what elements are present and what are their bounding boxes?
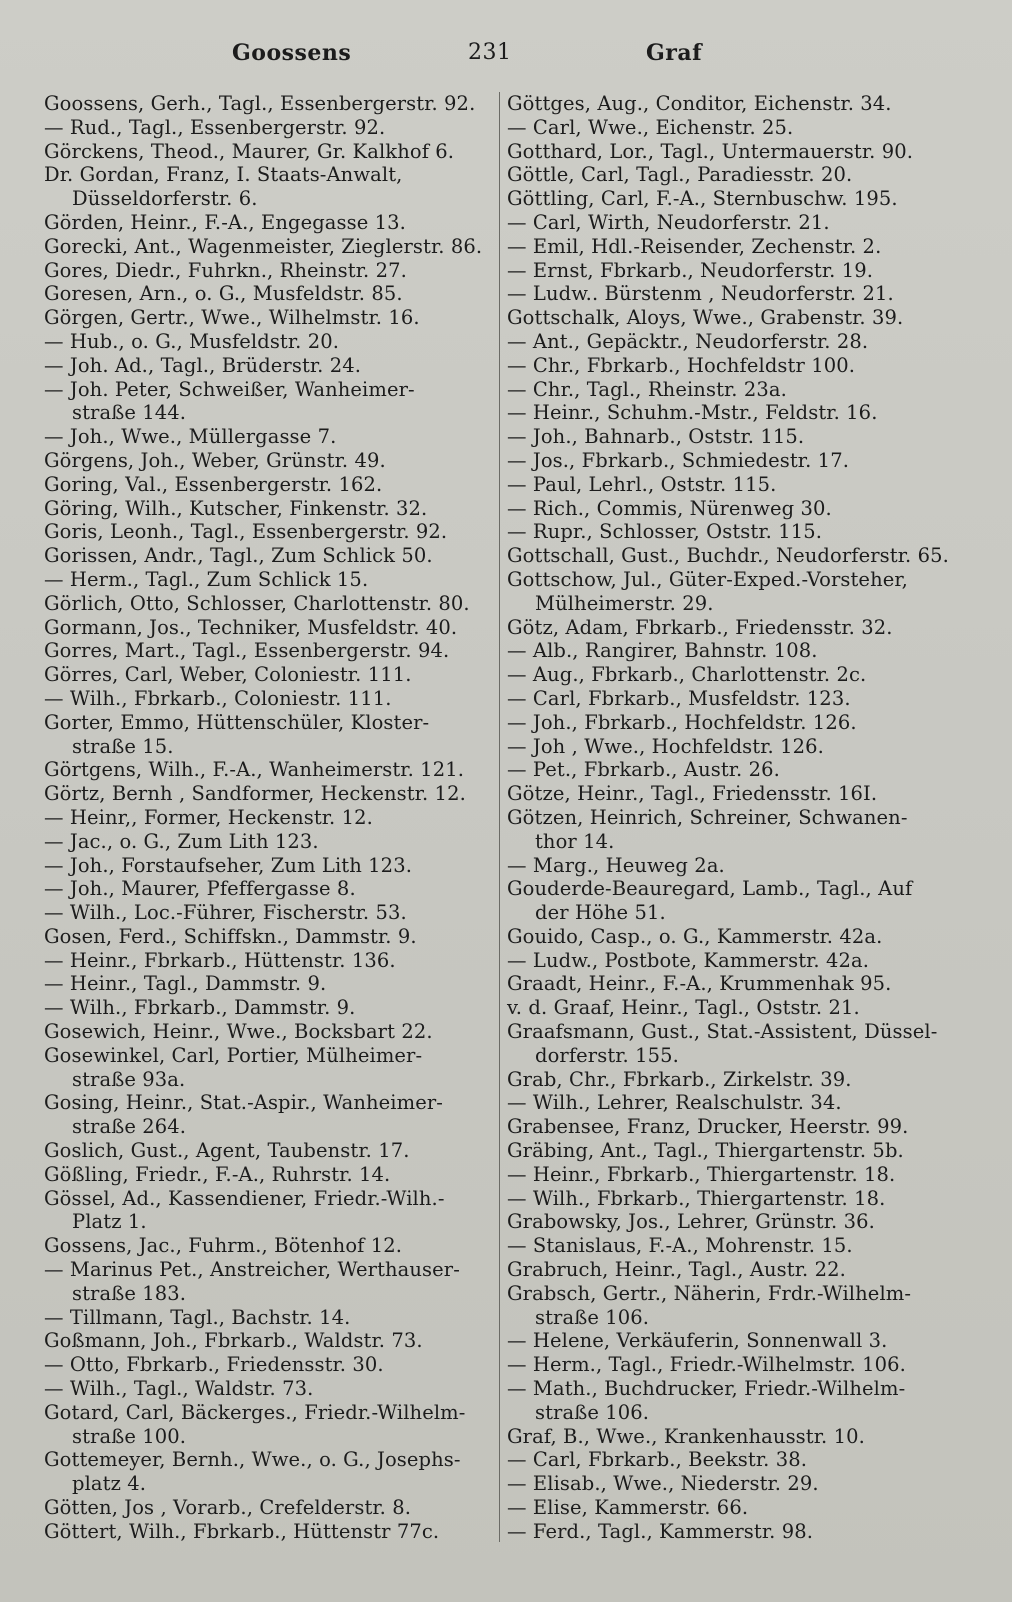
directory-entry: Gottschall, Gust., Buchdr., Neudorferstr. 65.	[507, 544, 949, 568]
directory-entry: — Elise, Kammerstr. 66.	[507, 1496, 749, 1520]
directory-entry: Gorecki, Ant., Wagenmeister, Zieglerstr. 86.	[44, 234, 483, 258]
directory-entry: — Elisab., Wwe., Niederstr. 29.	[507, 1472, 819, 1496]
directory-entry: Grabsch, Gertr., Näherin, Frdr.-Wilhelm-	[507, 1281, 912, 1305]
directory-entry: — Carl, Fbrkarb., Musfeldstr. 123.	[507, 686, 851, 710]
directory-entry: Götzen, Heinrich, Schreiner, Schwanen-	[507, 805, 908, 829]
directory-entry: — Ludw.. Bürstenm , Neudorferstr. 21.	[507, 282, 894, 306]
directory-entry: — Heinr., Fbrkarb., Thiergartenstr. 18.	[507, 1162, 896, 1186]
directory-entry: Gosewich, Heinr., Wwe., Bocksbart 22.	[44, 1020, 433, 1044]
directory-entry: Görgen, Gertr., Wwe., Wilhelmstr. 16.	[44, 306, 420, 330]
directory-entry-continuation: Mülheimerstr. 29.	[535, 591, 714, 615]
directory-entry: v. d. Graaf, Heinr., Tagl., Oststr. 21.	[507, 996, 860, 1020]
directory-entry: — Rich., Commis, Nürenweg 30.	[507, 496, 832, 520]
directory-entry: — Joh. Ad., Tagl., Brüderstr. 24.	[44, 353, 362, 377]
page-header	[0, 40, 1012, 76]
directory-entry: Göring, Wilh., Kutscher, Finkenstr. 32.	[44, 496, 428, 520]
directory-entry-continuation: dorferstr. 155.	[535, 1043, 679, 1067]
directory-entry: — Herm., Tagl., Zum Schlick 15.	[44, 567, 369, 591]
directory-entry: — Ant., Gepäcktr., Neudorferstr. 28.	[507, 329, 869, 353]
directory-entry: — Marg., Heuweg 2a.	[507, 853, 725, 877]
directory-entry: Görden, Heinr., F.-A., Engegasse 13.	[44, 210, 406, 234]
directory-entry: Görgens, Joh., Weber, Grünstr. 49.	[44, 448, 386, 472]
directory-entry: — Heinr., Schuhm.-Mstr., Feldstr. 16.	[507, 401, 878, 425]
directory-entry: — Marinus Pet., Anstreicher, Werthauser-	[44, 1258, 460, 1282]
directory-entry: — Joh. Peter, Schweißer, Wanheimer-	[44, 377, 415, 401]
directory-entry: Goring, Val., Essenbergerstr. 162.	[44, 472, 383, 496]
directory-entry: — Math., Buchdrucker, Friedr.-Wilhelm-	[507, 1377, 906, 1401]
directory-entry: Gottschalk, Aloys, Wwe., Grabenstr. 39.	[507, 306, 904, 330]
directory-entry: — Paul, Lehrl., Oststr. 115.	[507, 472, 777, 496]
directory-entry: Götz, Adam, Fbrkarb., Friedensstr. 32.	[507, 615, 893, 639]
directory-entry: Grabruch, Heinr., Tagl., Austr. 22.	[507, 1258, 846, 1282]
directory-entry: — Ferd., Tagl., Kammerstr. 98.	[507, 1519, 814, 1543]
directory-entry: Gräbing, Ant., Tagl., Thiergartenstr. 5b.	[507, 1139, 904, 1163]
directory-entry-continuation: thor 14.	[535, 829, 615, 853]
directory-entry: — Otto, Fbrkarb., Friedensstr. 30.	[44, 1353, 384, 1377]
directory-entry-continuation: straße 15.	[72, 734, 174, 758]
directory-entry: Goßmann, Joh., Fbrkarb., Waldstr. 73.	[44, 1329, 423, 1353]
directory-entry: — Joh., Bahnarb., Oststr. 115.	[507, 425, 805, 449]
directory-entry: Gosewinkel, Carl, Portier, Mülheimer-	[44, 1043, 423, 1067]
directory-entry: Gössel, Ad., Kassendiener, Friedr.-Wilh.-	[44, 1186, 445, 1210]
directory-entry: Gosen, Ferd., Schiffskn., Dammstr. 9.	[44, 924, 417, 948]
directory-entry: — Herm., Tagl., Friedr.-Wilhelmstr. 106.	[507, 1353, 906, 1377]
directory-entry: Göttges, Aug., Conditor, Eichenstr. 34.	[507, 92, 892, 115]
directory-entry: — Wilh., Fbrkarb., Dammstr. 9.	[44, 996, 356, 1020]
directory-entry: — Stanislaus, F.-A., Mohrenstr. 15.	[507, 1234, 853, 1258]
directory-entry: — Joh., Forstaufseher, Zum Lith 123.	[44, 853, 412, 877]
directory-entry: — Chr., Tagl., Rheinstr. 23a.	[507, 377, 787, 401]
directory-entry-continuation: straße 183.	[72, 1281, 187, 1305]
directory-entry: Gosing, Heinr., Stat.-Aspir., Wanheimer-	[44, 1091, 443, 1115]
directory-entry: Gormann, Jos., Techniker, Musfeldstr. 40.	[44, 615, 458, 639]
directory-entry: — Helene, Verkäuferin, Sonnenwall 3.	[507, 1329, 888, 1353]
directory-entry: Gouderde-Beauregard, Lamb., Tagl., Auf	[507, 877, 913, 901]
directory-entry: Götze, Heinr., Tagl., Friedensstr. 16I.	[507, 782, 878, 806]
directory-entry: — Joh., Fbrkarb., Hochfeldstr. 126.	[507, 710, 857, 734]
directory-entry-continuation: straße 100.	[72, 1424, 187, 1448]
directory-entry: Gossens, Jac., Fuhrm., Bötenhof 12.	[44, 1234, 403, 1258]
directory-entry: — Ludw., Postbote, Kammerstr. 42a.	[507, 948, 870, 972]
page-number: 231	[468, 40, 512, 65]
directory-entry-continuation: platz 4.	[72, 1472, 147, 1496]
directory-entry: — Wilh., Fbrkarb., Thiergartenstr. 18.	[507, 1186, 886, 1210]
directory-entry: — Pet., Fbrkarb., Austr. 26.	[507, 758, 780, 782]
directory-entry: — Alb., Rangirer, Bahnstr. 108.	[507, 639, 818, 663]
directory-entry: — Heinr,, Former, Heckenstr. 12.	[44, 805, 373, 829]
directory-entry-continuation: Düsseldorferstr. 6.	[72, 187, 258, 211]
directory-entry: — Wilh., Tagl., Waldstr. 73.	[44, 1377, 314, 1401]
directory-entry: — Joh., Wwe., Müllergasse 7.	[44, 425, 337, 449]
directory-entry: Göttert, Wilh., Fbrkarb., Hüttenstr 77c.	[44, 1519, 440, 1543]
directory-entry: Grab, Chr., Fbrkarb., Zirkelstr. 39.	[507, 1067, 852, 1091]
directory-entry: — Carl, Wirth, Neudorferstr. 21.	[507, 210, 830, 234]
directory-entry: Gottschow, Jul., Güter-Exped.-Vorsteher,	[507, 567, 908, 591]
directory-entry: Goris, Leonh., Tagl., Essenbergerstr. 92.	[44, 520, 448, 544]
directory-entry-continuation: straße 106.	[535, 1400, 650, 1424]
directory-entry: Dr. Gordan, Franz, I. Staats-Anwalt,	[44, 163, 403, 187]
directory-entry: Graf, B., Wwe., Krankenhausstr. 10.	[507, 1424, 865, 1448]
directory-entry: Gottemeyer, Bernh., Wwe., o. G., Josephs-	[44, 1448, 461, 1472]
directory-entry: Götten, Jos , Vorarb., Crefelderstr. 8.	[44, 1496, 412, 1520]
directory-entry: Gorissen, Andr., Tagl., Zum Schlick 50.	[44, 544, 433, 568]
directory-entry-continuation: straße 144.	[72, 401, 187, 425]
directory-entry: — Joh , Wwe., Hochfeldstr. 126.	[507, 734, 824, 758]
directory-entry: — Carl, Fbrkarb., Beekstr. 38.	[507, 1448, 808, 1472]
directory-entry: Göttling, Carl, F.-A., Sternbuschw. 195.	[507, 187, 898, 211]
directory-entry: — Ernst, Fbrkarb., Neudorferstr. 19.	[507, 258, 874, 282]
directory-entry-continuation: der Höhe 51.	[535, 901, 666, 925]
directory-entry: Gores, Diedr., Fuhrkn., Rheinstr. 27.	[44, 258, 407, 282]
directory-entry: Görlich, Otto, Schlosser, Charlottenstr. 80.	[44, 591, 470, 615]
directory-entry: Gorres, Mart., Tagl., Essenbergerstr. 94.	[44, 639, 450, 663]
directory-entry: Gotthard, Lor., Tagl., Untermauerstr. 90.	[507, 139, 914, 163]
directory-entry: — Jac., o. G., Zum Lith 123.	[44, 829, 319, 853]
directory-entry: Graadt, Heinr., F.-A., Krummenhak 95.	[507, 972, 892, 996]
directory-entry: Goresen, Arn., o. G., Musfeldstr. 85.	[44, 282, 403, 306]
directory-entry-continuation: Platz 1.	[72, 1210, 147, 1234]
directory-entry: Görckens, Theod., Maurer, Gr. Kalkhof 6.	[44, 139, 455, 163]
directory-entry: — Chr., Fbrkarb., Hochfeldstr 100.	[507, 353, 856, 377]
header-left-keyword: Goossens	[232, 40, 352, 66]
directory-entry: — Aug., Fbrkarb., Charlottenstr. 2c.	[507, 663, 867, 687]
directory-entry: — Tillmann, Tagl., Bachstr. 14.	[44, 1305, 351, 1329]
directory-entry: Goossens, Gerh., Tagl., Essenbergerstr. 92.	[44, 92, 476, 115]
directory-entry: — Rud., Tagl., Essenbergerstr. 92.	[44, 115, 386, 139]
directory-entry: Goslich, Gust., Agent, Taubenstr. 17.	[44, 1139, 410, 1163]
directory-entry: — Heinr., Tagl., Dammstr. 9.	[44, 972, 327, 996]
directory-entry: — Jos., Fbrkarb., Schmiedestr. 17.	[507, 448, 849, 472]
directory-entry: Göttle, Carl, Tagl., Paradiesstr. 20.	[507, 163, 853, 187]
directory-entry: Gotard, Carl, Bäckerges., Friedr.-Wilhelm-	[44, 1400, 466, 1424]
directory-entry: Görres, Carl, Weber, Coloniestr. 111.	[44, 663, 412, 687]
directory-entry: Grabowsky, Jos., Lehrer, Grünstr. 36.	[507, 1210, 875, 1234]
directory-entry: — Rupr., Schlosser, Oststr. 115.	[507, 520, 823, 544]
left-column	[44, 92, 482, 1544]
column-divider	[499, 92, 500, 1542]
directory-entry: Grabensee, Franz, Drucker, Heerstr. 99.	[507, 1115, 909, 1139]
directory-entry: — Joh., Maurer, Pfeffergasse 8.	[44, 877, 356, 901]
directory-entry: Görtz, Bernh , Sandformer, Heckenstr. 12.	[44, 782, 466, 806]
directory-entry: Gouido, Casp., o. G., Kammerstr. 42a.	[507, 924, 883, 948]
directory-entry: Gößling, Friedr., F.-A., Ruhrstr. 14.	[44, 1162, 391, 1186]
directory-entry-continuation: straße 264.	[72, 1115, 187, 1139]
header-right-keyword: Graf	[646, 40, 703, 66]
directory-entry: — Wilh., Fbrkarb., Coloniestr. 111.	[44, 686, 392, 710]
directory-entry: — Carl, Wwe., Eichenstr. 25.	[507, 115, 794, 139]
directory-entry: — Emil, Hdl.-Reisender, Zechenstr. 2.	[507, 234, 882, 258]
right-column	[507, 92, 949, 1544]
directory-entry: Graafsmann, Gust., Stat.-Assistent, Düssel-	[507, 1020, 938, 1044]
directory-entry: Görtgens, Wilh., F.-A., Wanheimerstr. 121.	[44, 758, 465, 782]
directory-entry-continuation: straße 93a.	[72, 1067, 186, 1091]
directory-entry: Gorter, Emmo, Hüttenschüler, Kloster-	[44, 710, 430, 734]
directory-entry: — Wilh., Loc.-Führer, Fischerstr. 53.	[44, 901, 407, 925]
directory-entry: — Wilh., Lehrer, Realschulstr. 34.	[507, 1091, 842, 1115]
directory-entry: — Hub., o. G., Musfeldstr. 20.	[44, 329, 340, 353]
directory-entry-continuation: straße 106.	[535, 1305, 650, 1329]
directory-entry: — Heinr., Fbrkarb., Hüttenstr. 136.	[44, 948, 396, 972]
